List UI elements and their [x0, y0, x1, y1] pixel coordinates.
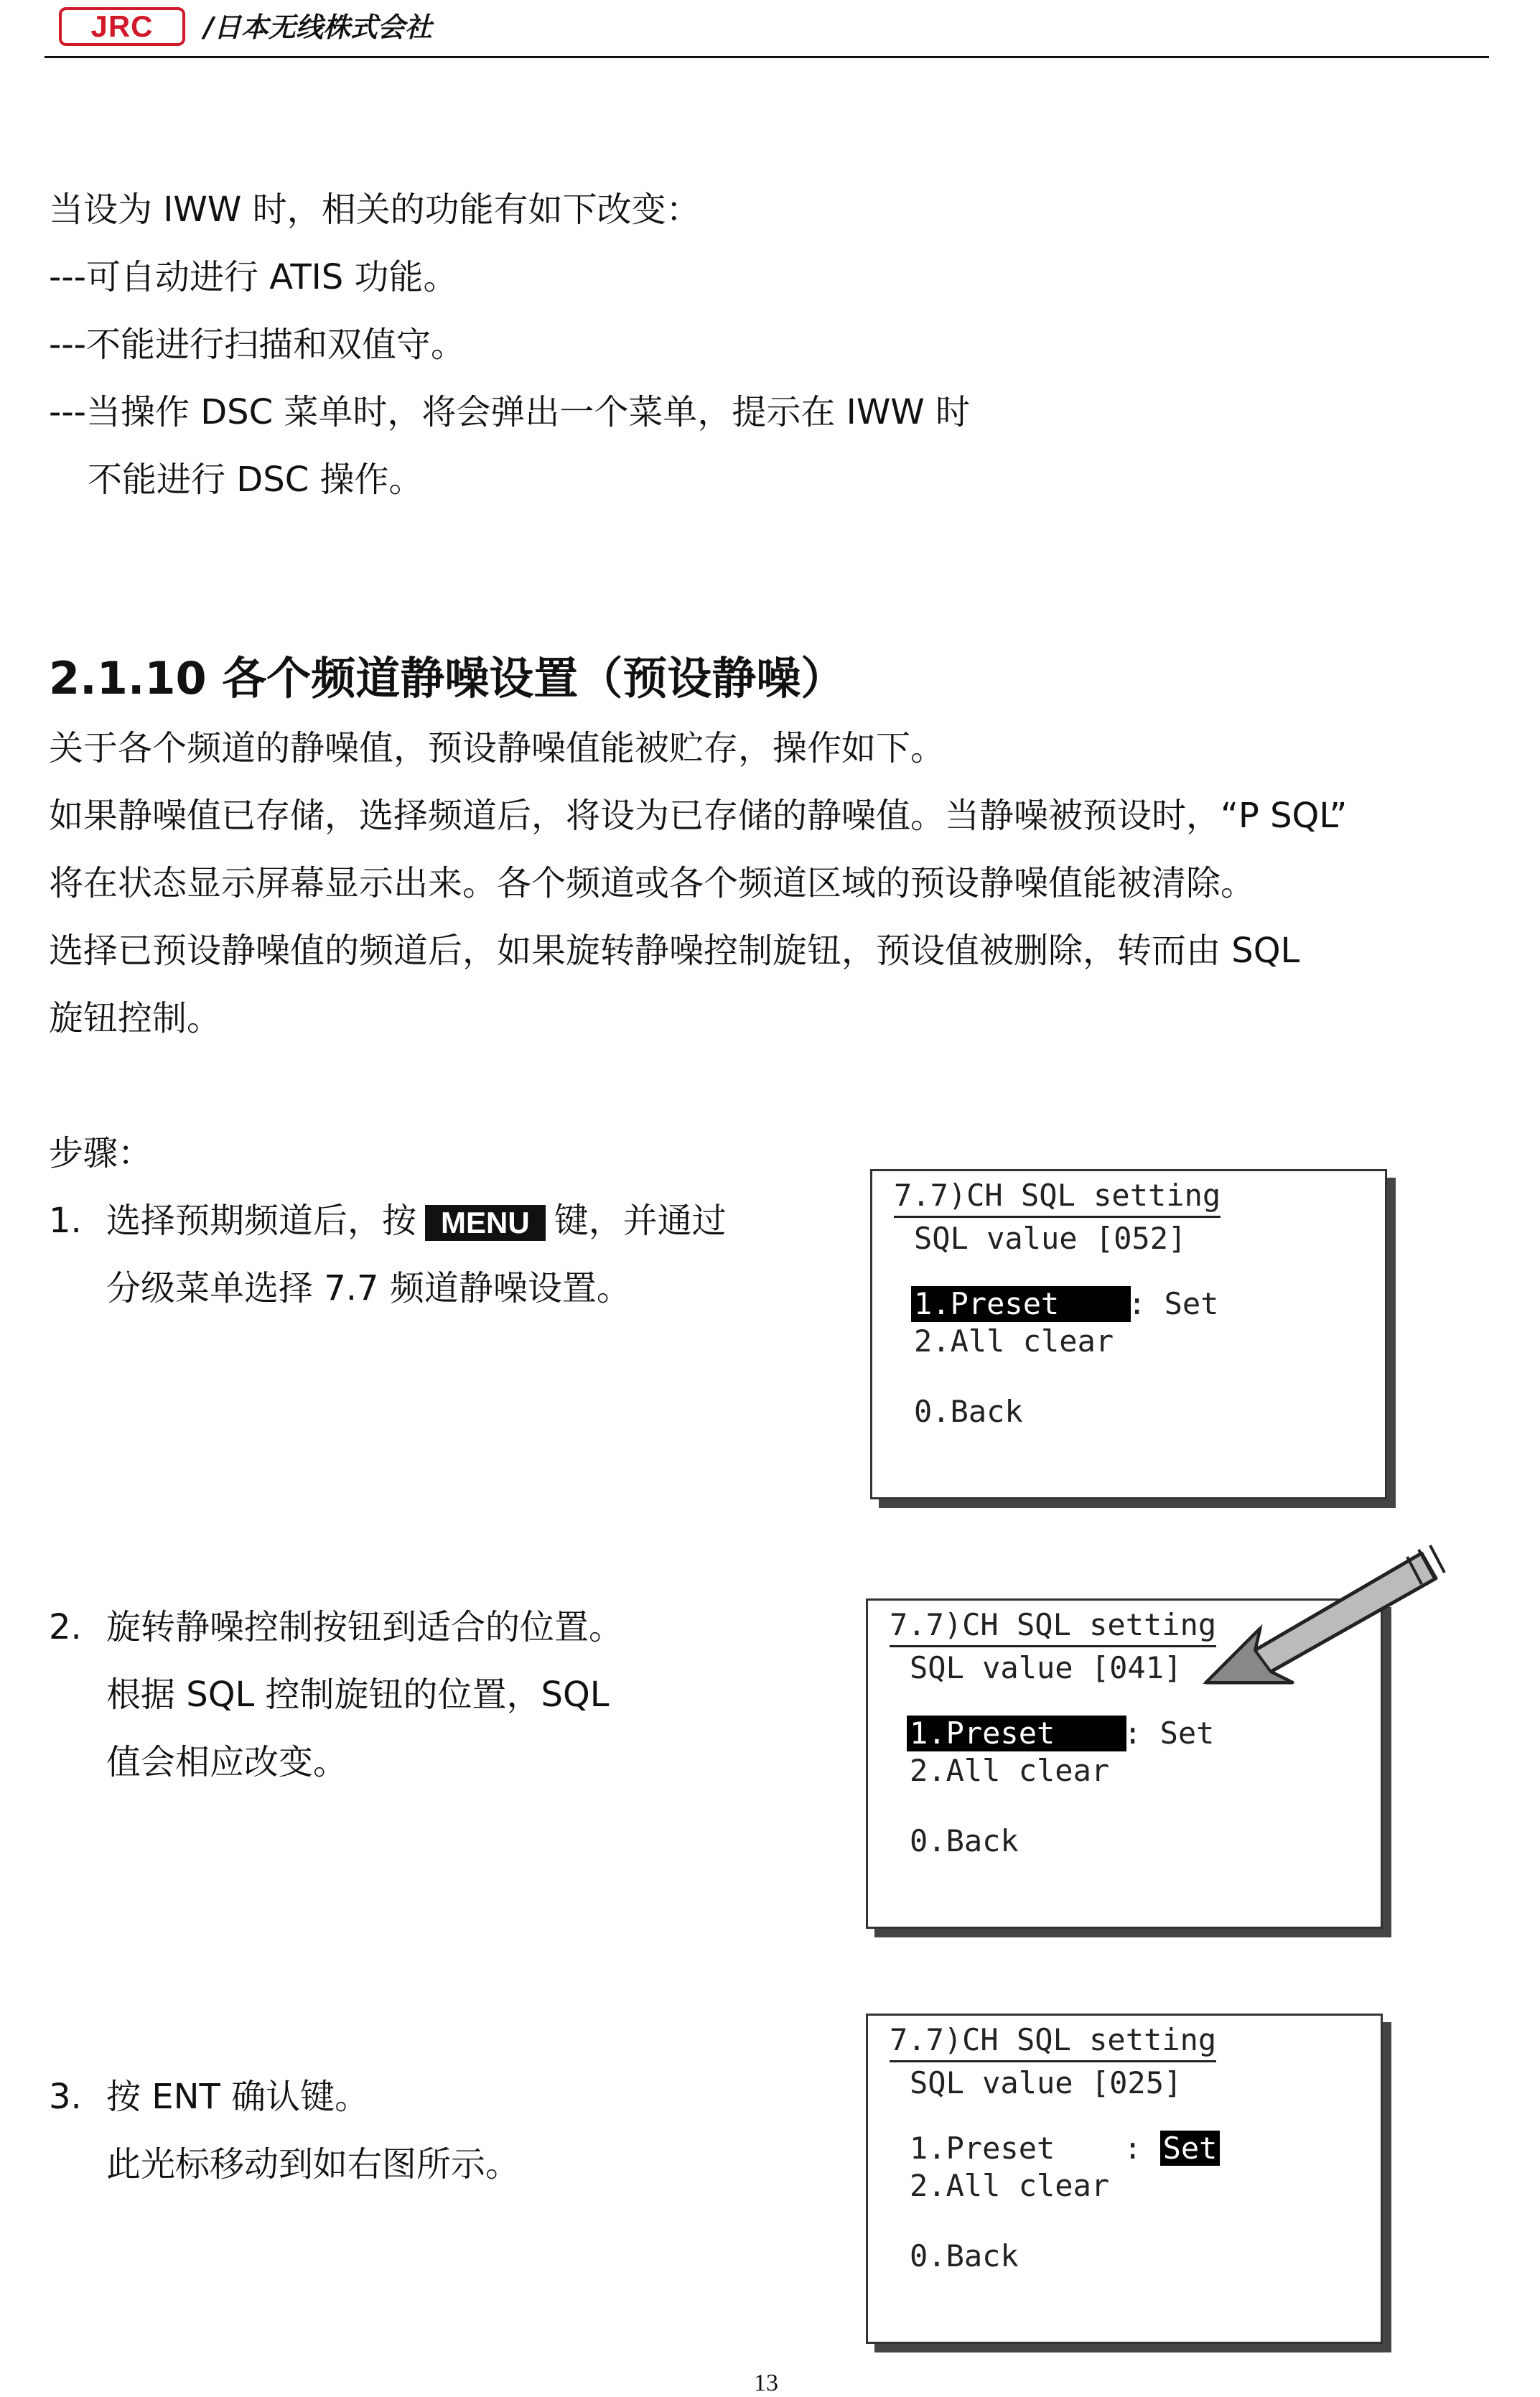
preset-colon: :	[1124, 2131, 1142, 2166]
sql-setting-screen	[866, 2014, 1383, 2344]
section-paragraph: 如果静噪值已存储，选择频道后，将设为已存储的静噪值。当静噪被预设时，“P SQL”	[49, 796, 1348, 836]
step-text-part: 选择预期频道后，按	[106, 1201, 417, 1241]
step-text	[106, 1199, 727, 1242]
jrc-logo: JRC	[59, 7, 185, 46]
procedure-label: 步骤：	[49, 1133, 153, 1173]
menu-key: MENU	[425, 1205, 546, 1241]
intro-line: 不能进行 DSC 操作。	[88, 460, 424, 500]
step-text: 此光标移动到如右图所示。	[106, 2144, 521, 2184]
back-menu-item[interactable]: 0.Back	[910, 2238, 1019, 2273]
all-clear-menu-item[interactable]: 2.All clear	[910, 1753, 1110, 1788]
step-number: 2.	[49, 1607, 82, 1647]
preset-menu-item[interactable]: 1.Preset	[911, 1286, 1131, 1322]
screen-title: 7.7)CH SQL setting	[890, 1606, 1216, 1647]
screen-title: 7.7)CH SQL setting	[890, 2021, 1216, 2062]
set-selected[interactable]: Set	[1160, 2131, 1221, 2166]
all-clear-menu-item[interactable]: 2.All clear	[910, 2168, 1110, 2203]
step-number: 3.	[49, 2077, 82, 2117]
page-number: 13	[754, 2370, 778, 2396]
sql-value: SQL value [025]	[910, 2065, 1182, 2100]
intro-line: ---不能进行扫描和双值守。	[49, 325, 465, 365]
intro-line: ---可自动进行 ATIS 功能。	[49, 257, 458, 297]
section-paragraph: 将在状态显示屏幕显示出来。各个频道或各个频道区域的预设静噪值能被清除。	[49, 863, 1256, 903]
company-name: /日本无线株式会社	[204, 11, 432, 43]
all-clear-menu-item[interactable]: 2.All clear	[914, 1323, 1114, 1359]
step-number: 1.	[49, 1201, 82, 1241]
preset-menu-item[interactable]: 1.Preset	[910, 2131, 1055, 2166]
arrow-icon	[1192, 1542, 1450, 1708]
page-header	[45, 4, 1489, 58]
back-menu-item[interactable]: 0.Back	[910, 1823, 1019, 1858]
preset-status: : Set	[1128, 1286, 1219, 1321]
step-text: 按 ENT 确认键。	[106, 2077, 370, 2117]
step-text: 分级菜单选择 7.7 频道静噪设置。	[106, 1268, 631, 1308]
step-text-part: 键，并通过	[554, 1201, 727, 1241]
section-heading: 2.1.10 各个频道静噪设置（预设静噪）	[49, 652, 846, 704]
preset-status: : Set	[1124, 1716, 1215, 1751]
section-paragraph: 关于各个频道的静噪值，预设静噪值能被贮存，操作如下。	[49, 728, 946, 768]
preset-status	[1124, 2131, 1220, 2166]
sql-setting-screen	[870, 1169, 1387, 1499]
screen-title: 7.7)CH SQL setting	[894, 1177, 1221, 1218]
back-menu-item[interactable]: 0.Back	[914, 1394, 1023, 1429]
step-text: 值会相应改变。	[106, 1742, 348, 1782]
sql-value: SQL value [041]	[910, 1650, 1182, 1685]
section-paragraph: 旋钮控制。	[49, 998, 222, 1038]
sql-value: SQL value [052]	[914, 1221, 1187, 1256]
preset-menu-item[interactable]: 1.Preset	[907, 1716, 1126, 1751]
step-text: 根据 SQL 控制旋钮的位置，SQL	[106, 1675, 610, 1715]
intro-line: ---当操作 DSC 菜单时，将会弹出一个菜单，提示在 IWW 时	[49, 392, 971, 432]
section-paragraph: 选择已预设静噪值的频道后，如果旋转静噪控制旋钮，预设值被删除，转而由 SQL	[49, 931, 1300, 971]
step-text: 旋转静噪控制按钮到适合的位置。	[106, 1607, 624, 1647]
intro-line: 当设为 IWW 时，相关的功能有如下改变：	[49, 190, 701, 230]
